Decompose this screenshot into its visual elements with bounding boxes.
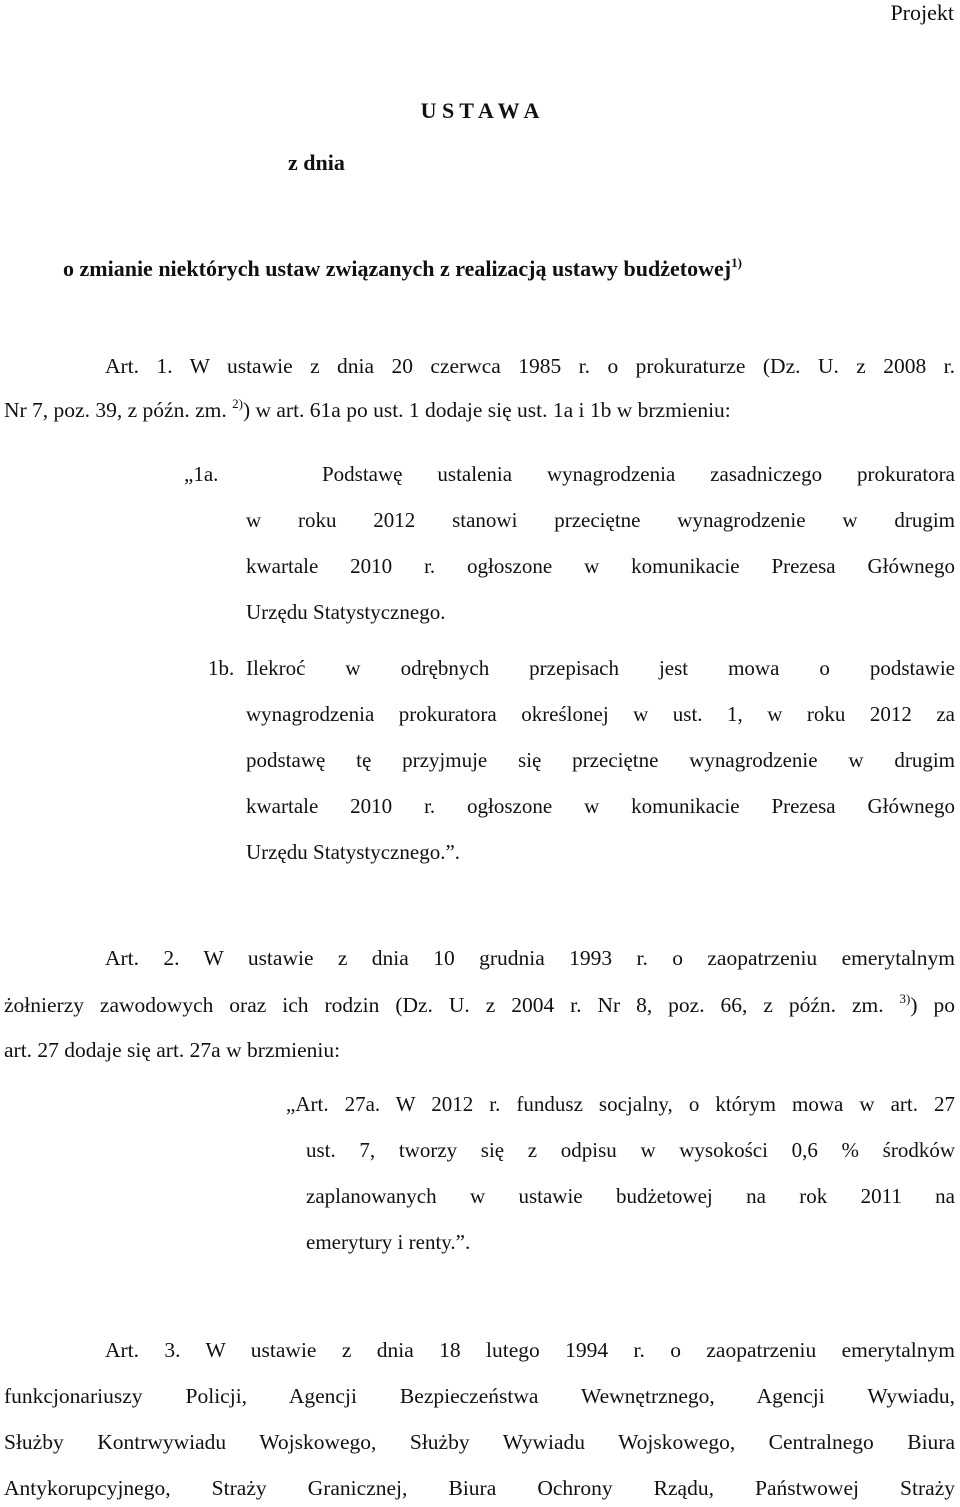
art2-quote-line: emerytury i renty.”. [306,1230,471,1254]
art3-line: funkcjonariuszy Policji, Agencji Bezpieczeństwa Wewnętrznego, Agencji Wywiadu, [4,1384,955,1408]
art2-quote-line: zaplanowanych w ustawie budżetowej na rok 2011 na [306,1184,955,1208]
art3-line: Służby Kontrwywiadu Wojskowego, Służby Wywiadu Wojskowego, Centralnego Biura [4,1430,955,1454]
act-date-line: z dnia [288,150,345,175]
art3-line: Antykorupcyjnego, Straży Granicznej, Biura Ochrony Rządu, Państwowej Straży [4,1476,955,1500]
paragraph-label-1b: 1b. [208,656,235,680]
art2-text: ) po [910,993,955,1017]
paragraph-1b-line: Urzędu Statystycznego.”. [246,840,461,864]
art1-line: Art. 1. W ustawie z dnia 20 czerwca 1985 r. o prokuraturze (Dz. U. z 2008 r. [105,354,955,378]
art2-line: art. 27 dodaje się art. 27a w brzmieniu: [4,1038,341,1062]
art2-line: Art. 2. W ustawie z dnia 10 grudnia 1993 r. o zaopatrzeniu emerytalnym [105,946,955,970]
paragraph-1a-line: Podstawę ustalenia wynagrodzenia zasadniczego prokuratora [322,462,955,486]
paragraph-label-1a: „1a. [184,462,219,486]
art2-line [4,993,955,1018]
paragraph-1a-line: w roku 2012 stanowi przeciętne wynagrodzenie w drugim [246,508,955,532]
art2-quote-line: ust. 7, tworzy się z odpisu w wysokości 0,6 % środków [306,1138,955,1162]
paragraph-1a-line: kwartale 2010 r. ogłoszone w komunikacie Prezesa Głównego [246,554,955,578]
act-subject-text: o zmianie niektórych ustaw związanych z realizacją ustawy budżetowej [63,256,732,281]
footnote-ref: 1) [731,255,742,270]
act-subject [63,256,742,282]
footnote-ref: 3) [899,991,911,1006]
art1-text: ) w art. 61a po ust. 1 dodaje się ust. 1a i 1b w brzmieniu: [242,398,731,422]
paragraph-1b-line: kwartale 2010 r. ogłoszone w komunikacie Prezesa Głównego [246,794,955,818]
paragraph-1b-line: podstawę tę przyjmuje się przeciętne wynagrodzenie w drugim [246,748,955,772]
art2-text: żołnierzy zawodowych oraz ich rodzin (Dz. U. z 2004 r. Nr 8, poz. 66, z późn. zm. [4,993,884,1017]
art3-line: Art. 3. W ustawie z dnia 18 lutego 1994 r. o zaopatrzeniu emerytalnym [105,1338,955,1362]
art1-text: Nr 7, poz. 39, z późn. zm. [4,398,227,422]
draft-label: Projekt [890,0,954,25]
footnote-ref: 2) [232,396,243,411]
act-heading: U S T A W A [420,98,540,123]
paragraph-1b-line: wynagrodzenia prokuratora określonej w ust. 1, w roku 2012 za [246,702,955,726]
paragraph-1a-line: Urzędu Statystycznego. [246,600,446,624]
art1-line [4,398,731,423]
art2-quote-line: „Art. 27a. W 2012 r. fundusz socjalny, o którym mowa w art. 27 [286,1092,955,1116]
paragraph-1b-line: Ilekroć w odrębnych przepisach jest mowa o podstawie [246,656,955,680]
